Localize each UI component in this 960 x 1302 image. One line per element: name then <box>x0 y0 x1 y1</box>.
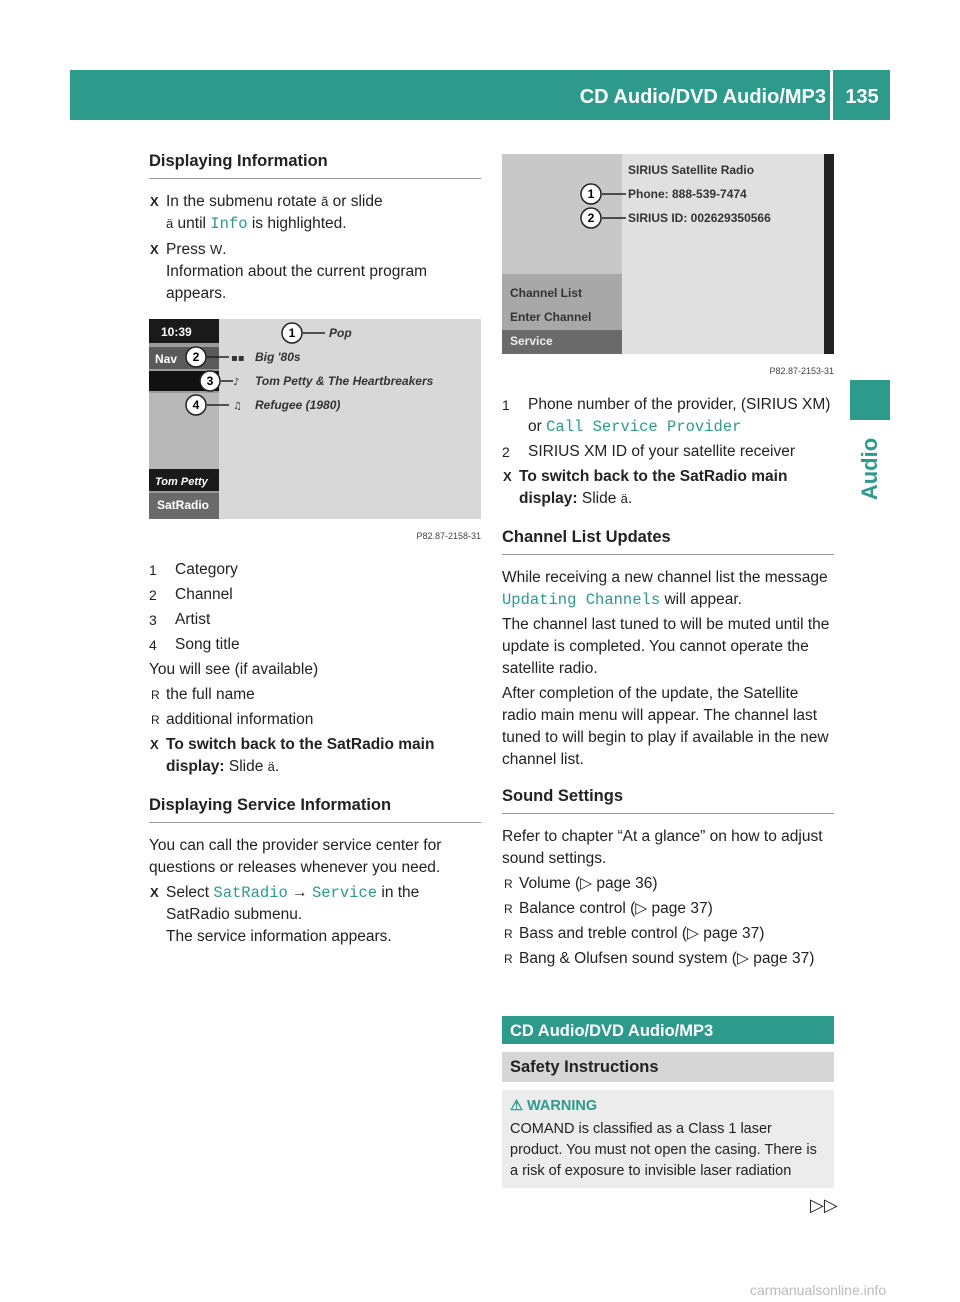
bullet-item: R Volume (▷ page 36) <box>502 873 834 895</box>
section-heading: Displaying Service Information <box>149 794 481 823</box>
left-column <box>149 150 481 952</box>
body-text: Refer to chapter “At a glance” on how to adjust sound settings. <box>502 828 823 867</box>
menu-enter-channel: Enter Channel <box>510 310 592 324</box>
menu-item-info: Info <box>210 215 248 233</box>
instruction-step: X In the submenu rotate ã or slide ä until Info is highlighted. <box>149 191 481 235</box>
callout-2: 2 <box>587 211 595 225</box>
legend-item: 1 Phone number of the provider, (SIRIUS XM) or Call Service Provider <box>502 396 831 436</box>
legend-item: 2 SIRIUS XM ID of your satellite receiver <box>502 443 796 460</box>
menu-item-service: Service <box>311 884 378 902</box>
callout-1: 1 <box>288 326 296 340</box>
service-title-text: SIRIUS Satellite Radio <box>628 163 755 177</box>
category-text: Pop <box>329 326 352 340</box>
watermark: carmanualsonline.info <box>750 1282 887 1298</box>
continue-mark: ▷▷ <box>810 1195 838 1215</box>
subsection-heading-bar: Safety Instructions <box>502 1052 834 1082</box>
legend-item: 3 Artist <box>149 611 211 628</box>
bullet-item: R the full name <box>149 684 481 706</box>
body-text: You can call the provider service center for questions or releases whenever you need. <box>149 837 442 876</box>
body-text: The channel last tuned to will be muted until the update is completed. You cannot operate the satellite radio. <box>502 616 830 677</box>
bottom-artist-label: Tom Petty <box>155 476 208 488</box>
nav-label: Nav <box>155 352 178 366</box>
instruction-step: X To switch back to the SatRadio main display: Slide ä. <box>149 734 481 778</box>
chapter-heading-bar: CD Audio/DVD Audio/MP3 <box>502 1016 834 1044</box>
message-updating-channels: Updating Channels <box>502 591 661 609</box>
instruction-step: X Select SatRadio → Service in the SatRadio submenu. The service information appears. <box>149 882 481 948</box>
section-heading: Displaying Information <box>149 150 481 179</box>
warning-title: ⚠ WARNING <box>510 1098 598 1114</box>
menu-channel-list: Channel List <box>510 286 583 300</box>
channel-icon: ▪▪ <box>231 353 245 364</box>
artist-text: Tom Petty & The Heartbreakers <box>255 374 434 388</box>
info-screen-figure <box>149 319 481 519</box>
artist-icon: ♪ <box>233 377 240 388</box>
bullet-item: R additional information <box>149 709 481 731</box>
menu-service: Service <box>510 334 553 348</box>
channel-text: Big '80s <box>255 350 301 364</box>
page-number: 135 <box>845 86 879 108</box>
bullet-item: R Bang & Olufsen sound system (▷ page 37) <box>502 948 834 970</box>
warning-text: COMAND is classified as a Class 1 laser product. You must not open the casing. There is a risk of exposure to invisible laser radiation <box>510 1121 817 1179</box>
legend-item: 1 Category <box>149 561 238 578</box>
instruction-step: X To switch back to the SatRadio main display: Slide ä. <box>502 466 834 510</box>
callout-4: 4 <box>192 398 200 412</box>
body-text: After completion of the update, the Satellite radio main menu will appear. The channel last tuned to will begin to play if available in the new channel list. <box>502 685 829 768</box>
bullet-item: R Balance control (▷ page 37) <box>502 898 834 920</box>
warning-box <box>502 1090 834 1188</box>
menu-item-call-service-provider: Call Service Provider <box>546 418 742 436</box>
clock-text: 10:39 <box>161 325 192 339</box>
song-icon: ♫ <box>233 401 242 412</box>
service-screen-illustration <box>502 154 834 354</box>
legend-item: 4 Song title <box>149 636 240 653</box>
warning-icon: ⚠ <box>510 1098 523 1114</box>
instruction-step: X Press W. Information about the current program appears. <box>149 239 481 305</box>
figure-caption: P82.87-2158-31 <box>416 531 481 541</box>
right-column <box>502 150 834 1188</box>
section-tab-marker <box>850 380 890 420</box>
sirius-id-text: SIRIUS ID: 002629350566 <box>628 211 771 225</box>
satradio-label: SatRadio <box>157 498 210 512</box>
callout-2: 2 <box>192 350 200 364</box>
callout-3: 3 <box>206 374 214 388</box>
bullet-item: R Bass and treble control (▷ page 37) <box>502 923 834 945</box>
song-text: Refugee (1980) <box>255 398 341 412</box>
phone-text: Phone: 888-539-7474 <box>628 187 747 201</box>
body-text: You will see (if available) <box>149 661 319 678</box>
section-tab-label: Audio <box>857 437 882 501</box>
section-heading: Sound Settings <box>502 785 834 814</box>
body-text: While receiving a new channel list the message Updating Channels will appear. <box>502 569 828 609</box>
menu-item-satradio: SatRadio <box>213 884 288 902</box>
service-screen-figure <box>502 154 834 354</box>
header-separator <box>830 70 833 120</box>
info-screen-illustration <box>149 319 481 519</box>
figure-caption: P82.87-2153-31 <box>769 366 834 376</box>
section-heading: Channel List Updates <box>502 526 834 555</box>
page-header-title: CD Audio/DVD Audio/MP3 <box>579 86 826 108</box>
legend-item: 2 Channel <box>149 586 233 603</box>
callout-1: 1 <box>587 187 595 201</box>
